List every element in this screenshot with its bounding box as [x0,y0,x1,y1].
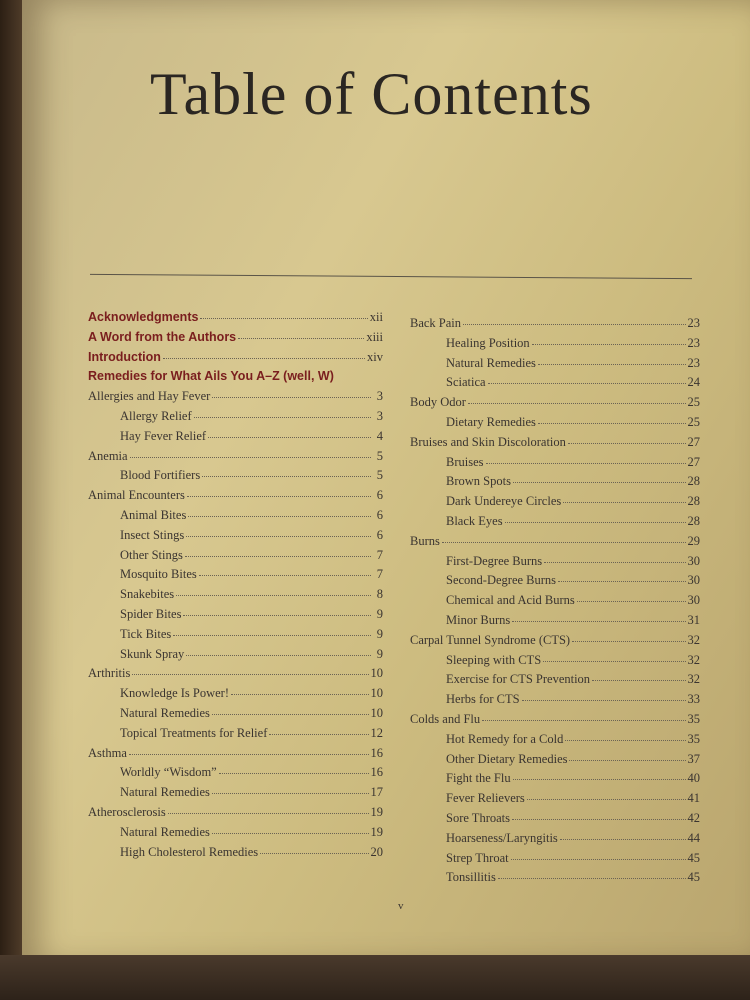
dot-leader [468,393,686,404]
dot-leader [486,453,686,464]
dot-leader [538,413,686,424]
toc-entry-page: 28 [687,494,700,509]
toc-entry-title: Introduction [88,349,161,364]
dot-leader [212,387,371,398]
toc-entry-title: Topical Treatments for Relief [120,725,268,740]
toc-entry-title: Arthritis [88,666,131,681]
dot-leader [212,783,369,794]
toc-entry-title: Tonsillitis [446,870,496,885]
toc-entry-title: Natural Remedies [446,355,536,370]
dot-leader [505,512,686,523]
toc-entry-page: 27 [687,454,700,469]
dot-leader [187,486,371,497]
toc-entry-page: 3 [376,389,383,404]
toc-entry-title: Animal Encounters [88,488,185,503]
toc-entry-title: Other Stings [120,547,183,562]
dot-leader [173,625,371,636]
toc-entry-page: 9 [376,646,383,661]
toc-entry-page: 40 [687,771,700,786]
toc-entry-page: 16 [370,765,383,780]
toc-entry-page: 23 [687,316,700,330]
toc-entry-page: 30 [687,553,700,568]
toc-entry-title: Blood Fortifiers [120,468,201,483]
dot-leader [563,492,685,503]
toc-left-column [88,310,383,864]
toc-entry-title: First-Degree Burns [446,553,543,568]
toc-entry-page: 9 [376,626,383,641]
toc-entry-page: 28 [687,513,700,528]
toc-entry-title: Natural Remedies [120,824,210,839]
dot-leader [513,472,686,483]
toc-entry-title: Atherosclerosis [88,804,166,819]
dot-leader [442,532,686,543]
toc-entry-title: Asthma [88,745,127,760]
toc-entry-page: 23 [687,355,700,370]
toc-entry-title: Worldly “Wisdom” [120,765,217,780]
dot-leader [176,585,371,596]
dot-leader [569,750,685,761]
dot-leader [592,670,685,681]
toc-entry-page: 41 [687,791,700,806]
toc-entry-title: Insect Stings [120,527,185,542]
toc-entry-page: 25 [687,395,700,410]
toc-entry-page: xiv [367,349,383,364]
toc-entry-page: 19 [370,804,383,819]
toc-entry-title: Mosquito Bites [120,567,197,582]
toc-entry-title: Anemia [88,448,128,463]
toc-entry-page: 32 [687,652,700,667]
dot-leader [185,546,371,557]
toc-entry-page: 17 [370,785,383,800]
toc-entry-page: 20 [370,844,383,859]
toc-entry-page: 19 [370,824,383,839]
dot-leader [231,684,368,695]
toc-entry-page: 32 [687,632,700,647]
dot-leader [183,605,371,616]
toc-entry-title: Exercise for CTS Prevention [446,672,591,687]
toc-entry-title: Burns [410,533,440,548]
toc-entry-page: 10 [370,686,383,701]
toc-entry-title: Natural Remedies [120,785,210,800]
toc-entry-page: 6 [376,488,383,503]
toc-entry-page: 5 [376,468,383,483]
toc-right-column [410,316,700,890]
dot-leader [513,769,686,780]
dot-leader [511,849,686,860]
dot-leader [186,645,371,656]
toc-entry-page: 33 [687,692,700,707]
toc-entry-title: Snakebites [120,587,175,602]
toc-entry-title: Sore Throats [446,810,510,825]
toc-entry-page: 9 [376,606,383,621]
toc-entry [88,845,383,865]
dot-leader [202,466,371,477]
toc-entry-page: 12 [370,725,383,740]
toc-entry-page: 4 [376,428,383,443]
toc-entry-title: Brown Spots [446,474,511,489]
page-title: Table of Contents [150,61,593,127]
dot-leader [565,730,685,741]
dot-leader [527,789,686,800]
dot-leader [463,314,685,325]
toc-entry-page: 28 [687,474,700,489]
dot-leader [560,829,686,840]
toc-entry-page: 10 [370,705,383,720]
toc-entry-title: Sleeping with CTS [446,652,542,667]
dot-leader [512,611,685,622]
toc-entry-title: Dark Undereye Circles [446,494,562,509]
dot-leader [130,447,371,458]
dot-leader [219,763,369,774]
toc-entry-page: 45 [687,870,700,885]
toc-entry-page: 31 [687,612,700,627]
toc-entry-page: 42 [687,810,700,825]
toc-entry-title: Remedies for What Ails You A–Z (well, W) [88,369,334,384]
toc-entry-page: 3 [376,408,383,423]
toc-entry-title: Sciatica [446,375,486,390]
toc-entry-title: Second-Degree Burns [446,573,557,588]
dot-leader [269,724,368,735]
toc-entry-title: Acknowledgments [88,310,199,324]
dot-leader [238,328,364,339]
toc-entry-title: Bruises [446,454,484,469]
dot-leader [512,809,686,820]
dot-leader [199,565,371,576]
background-surface [0,955,750,1000]
toc-entry-title: Body Odor [410,395,466,410]
toc-entry-title: Minor Burns [446,612,511,627]
toc-entry-page: 30 [687,573,700,588]
toc-entry-page: xii [369,310,383,324]
dot-leader [186,526,371,537]
toc-entry-title: Natural Remedies [120,705,210,720]
dot-leader [132,664,368,675]
toc-entry-page: 35 [687,711,700,726]
toc-entry-page: 10 [370,666,383,681]
toc-entry-page: 44 [687,830,700,845]
toc-entry-title: High Cholesterol Remedies [120,844,259,859]
toc-entry-title: Allergy Relief [120,408,192,423]
toc-entry-page: 6 [376,507,383,522]
toc-entry-title: Animal Bites [120,507,187,522]
toc-entry-title: Carpal Tunnel Syndrome (CTS) [410,632,571,647]
toc-entry-page: 8 [376,587,383,602]
toc-entry [88,350,383,370]
toc-entry-title: Hoarseness/Laryngitis [446,830,558,845]
dot-leader [558,571,685,582]
toc-entry-title: Allergies and Hay Fever [88,389,211,404]
dot-leader [498,868,686,879]
toc-entry-page: xiii [366,329,383,344]
dot-leader [568,433,686,444]
toc-entry-page: 16 [370,745,383,760]
toc-entry-page: 45 [687,850,700,865]
toc-entry-page: 27 [687,434,700,449]
dot-leader [129,744,369,755]
dot-leader [194,407,371,418]
toc-entry-title: Strep Throat [446,850,509,865]
dot-leader [532,334,686,345]
dot-leader [212,823,369,834]
toc-entry-page: 6 [376,527,383,542]
dot-leader [188,506,371,517]
toc-entry-title: Fever Relievers [446,791,525,806]
toc-entry-title: Healing Position [446,335,530,350]
toc-entry [410,870,700,890]
toc-entry-title: Hay Fever Relief [120,428,207,443]
toc-entry-title: Spider Bites [120,606,182,621]
toc-entry-page: 30 [687,593,700,608]
toc-entry-page: 23 [687,335,700,350]
dot-leader [577,591,686,602]
toc-entry-page: 35 [687,731,700,746]
toc-entry-title: Bruises and Skin Discoloration [410,434,566,449]
page-number: v [398,900,404,912]
toc-entry-page: 37 [687,751,700,766]
dot-leader [522,690,686,701]
dot-leader [168,803,369,814]
toc-entry-title: Chemical and Acid Burns [446,593,575,608]
toc-entry-title: Herbs for CTS [446,692,520,707]
toc-entry-title: Hot Remedy for a Cold [446,731,564,746]
toc-entry-page: 24 [687,375,700,390]
toc-entry-title: Colds and Flu [410,711,481,726]
toc-entry-page: 7 [376,547,383,562]
dot-leader [543,651,685,662]
toc-entry-page: 5 [376,448,383,463]
dot-leader [538,354,686,365]
toc-entry-title: Skunk Spray [120,646,185,661]
toc-entry-title: Knowledge Is Power! [120,686,230,701]
toc-entry-title: Fight the Flu [446,771,511,786]
toc-entry-page: 29 [687,533,700,548]
dot-leader [482,710,685,721]
toc-entry-title: Other Dietary Remedies [446,751,568,766]
dot-leader [544,552,685,563]
toc-entry-page: 7 [376,567,383,582]
toc-entry-title: Back Pain [410,316,462,330]
dot-leader [260,843,368,854]
dot-leader [572,631,685,642]
dot-leader [488,373,686,384]
dot-leader [212,704,369,715]
toc-entry-title: Black Eyes [446,513,503,528]
dot-leader [163,348,365,359]
toc-entry-title: A Word from the Authors [88,329,237,344]
dot-leader [200,308,367,319]
dot-leader [208,427,371,438]
toc-entry-page: 32 [687,672,700,687]
toc-entry-title: Dietary Remedies [446,414,536,429]
toc-entry-page: 25 [687,414,700,429]
toc-entry-title: Tick Bites [120,626,172,641]
